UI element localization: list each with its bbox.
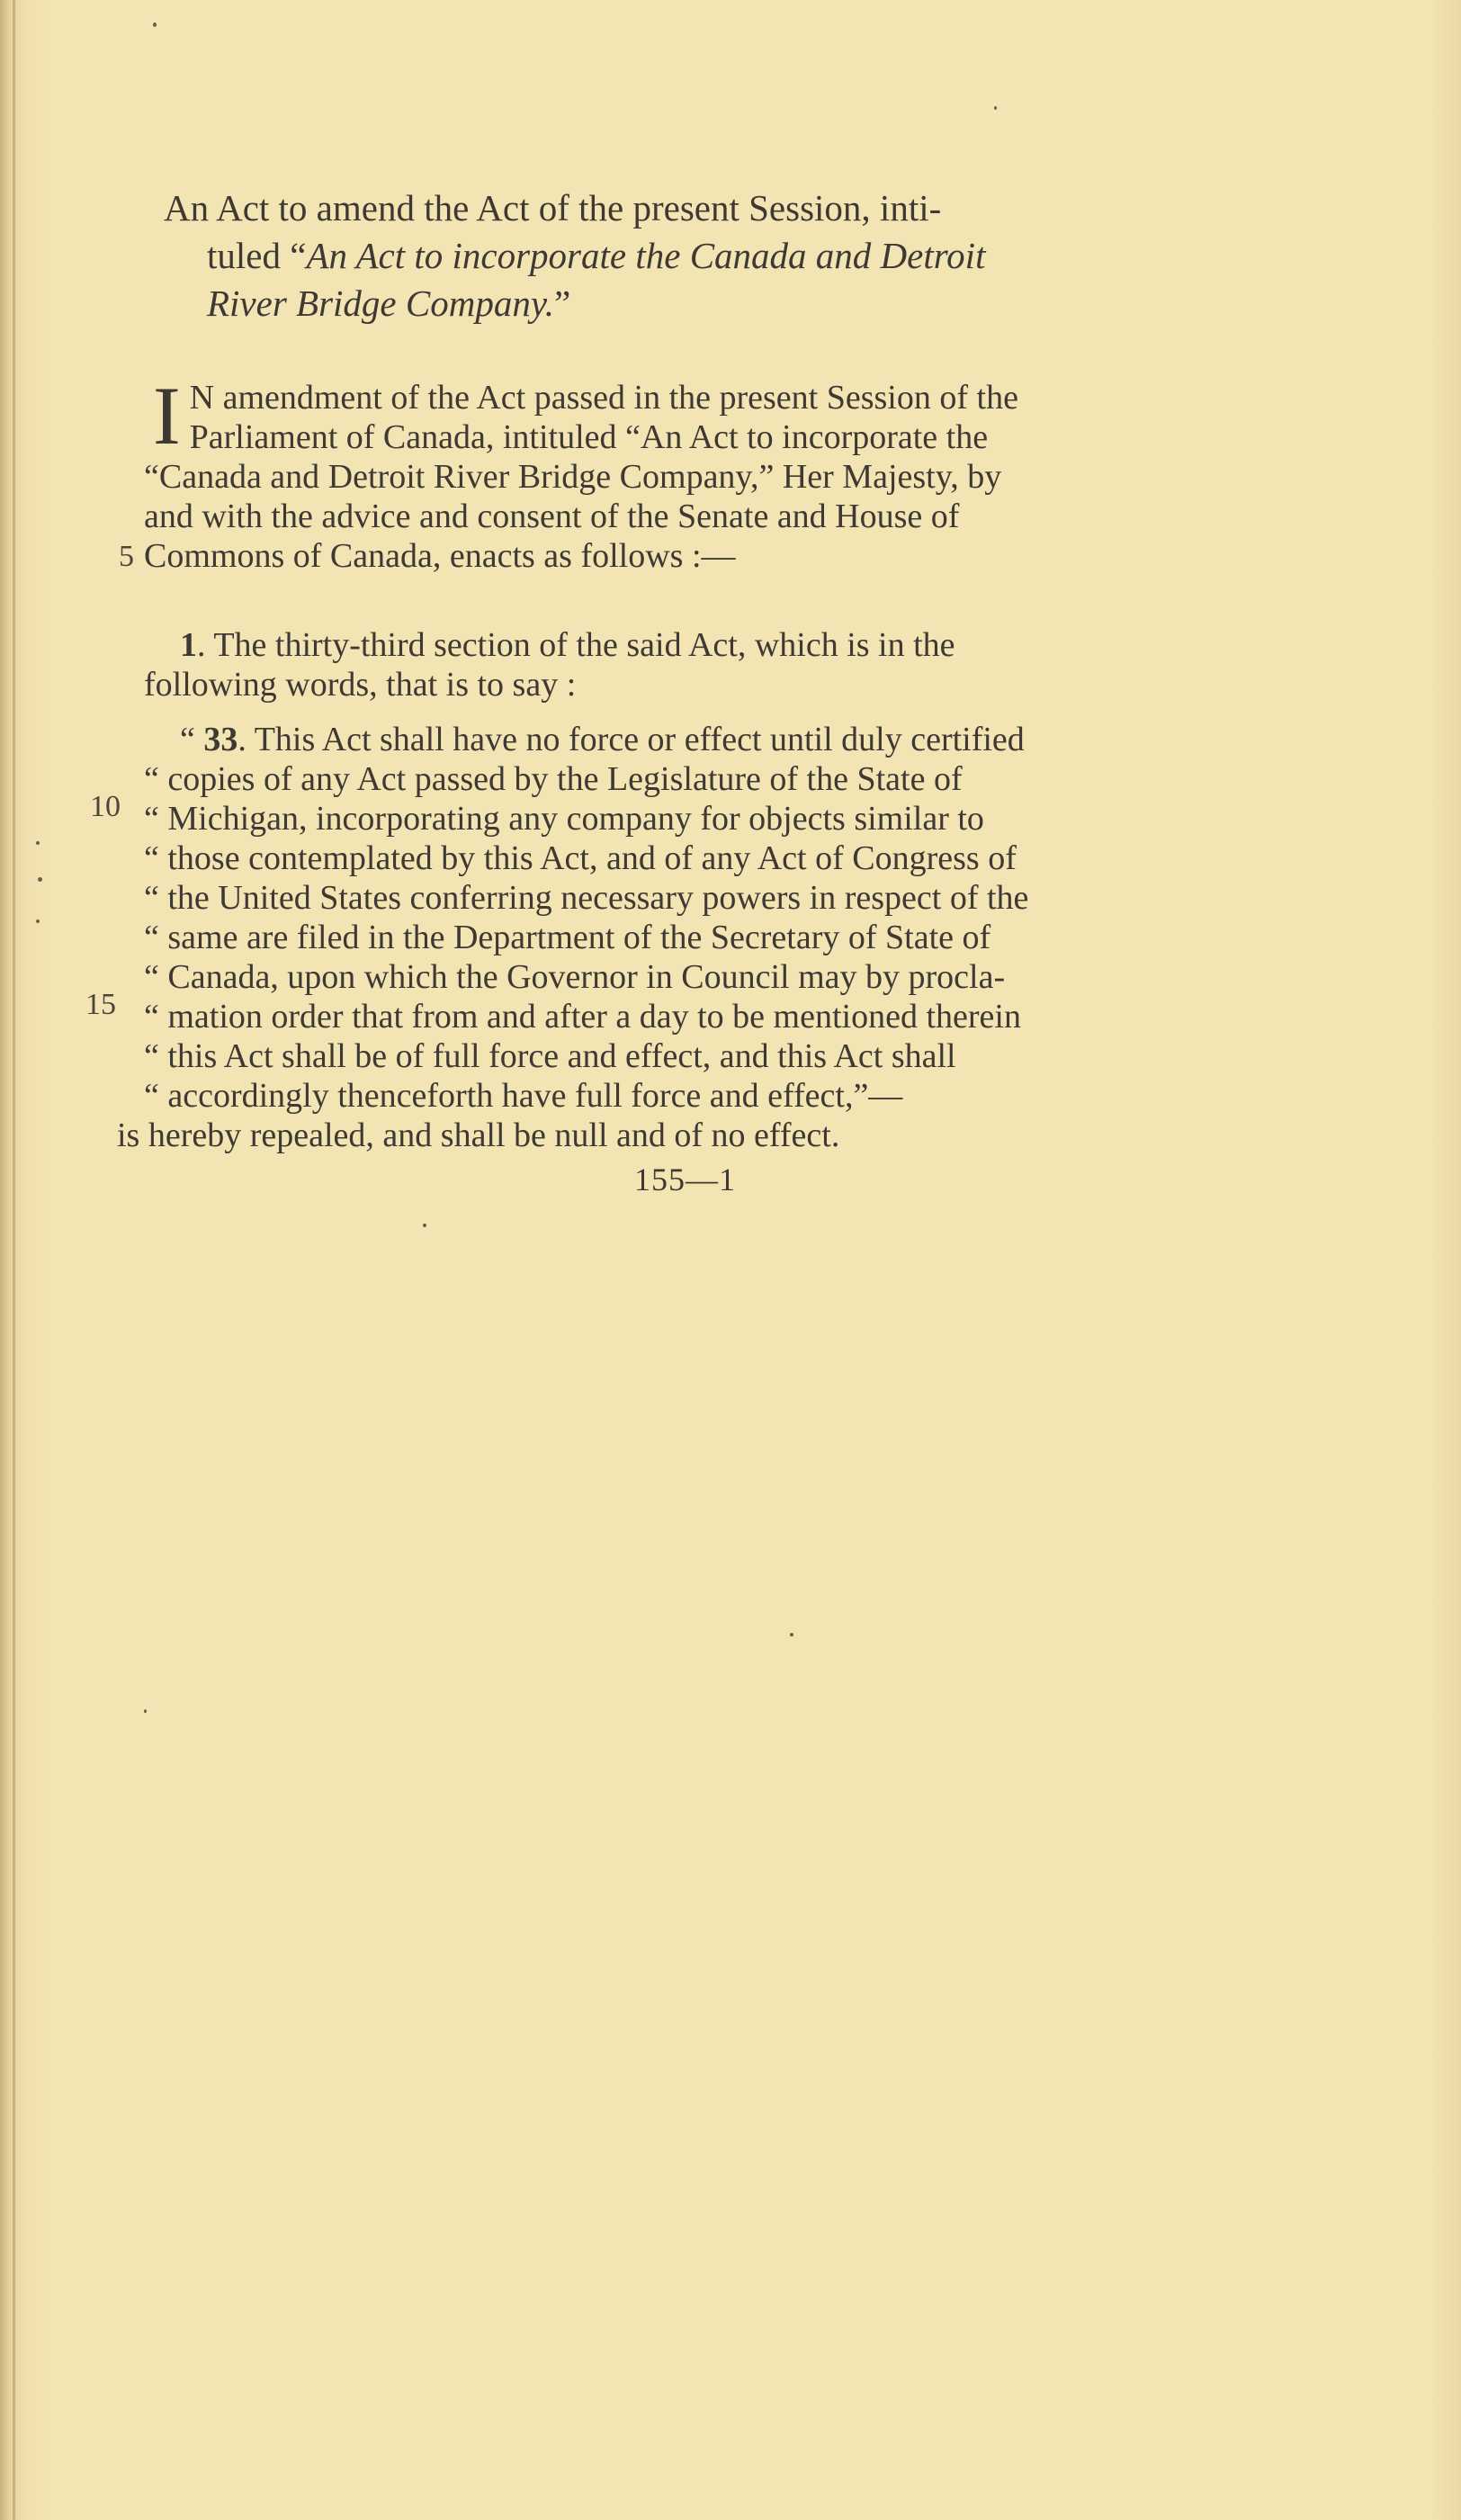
title-act-name-cont: River Bridge Company. [207,282,555,324]
quoted-line: “ 33. This Act shall have no force or effect until duly certified [180,721,1025,758]
paper-speck [36,841,40,845]
paper-speck [423,1224,426,1227]
binding-edge [13,0,15,2520]
act-title [144,184,1259,327]
section-1-line-2: following words, that is to say : [144,666,577,704]
preamble [144,370,1259,576]
section-1 [144,625,1259,704]
section-1-number: 1 [180,626,197,664]
section-1-line-1 [144,625,1259,665]
preamble-line: “Canada and Detroit River Bridge Company,” Her Majesty, by [144,458,1002,496]
quoted-line: “ Canada, upon which the Governor in Council may by procla- [144,958,1006,996]
closing-clause: is hereby repealed, and shall be null and of no effect. [117,1117,840,1154]
paper-speck [38,877,42,882]
paper-speck [994,106,997,110]
quoted-text: . This Act shall have no force or effect until duly certified [238,721,1025,758]
preamble-line: N amendment of the Act passed in the present Session of the [189,379,1018,417]
page-number: 155—1 [634,1161,736,1197]
quoted-section-number: 33 [203,721,238,758]
paper-speck [790,1633,793,1637]
quoted-section-33 [144,720,1259,1116]
quoted-line: “ this Act shall be of full force and effect, and this Act shall [144,1037,956,1075]
title-line-1: An Act to amend the Act of the present Session, inti- [164,187,942,229]
title-line-2 [144,232,1259,280]
paper-speck [36,919,40,923]
quoted-line: “ the United States conferring necessary powers in respect of the [144,879,1029,917]
quoted-line: “ accordingly thenceforth have full force and effect,”— [144,1077,903,1115]
quoted-line: “ same are filed in the Department of the Secretary of State of [144,919,991,956]
title-quote-close: ” [554,282,571,324]
paper-speck [153,22,157,27]
dropcap: I [153,370,181,462]
line-number-15: 15 [85,988,116,1021]
quoted-line: “ copies of any Act passed by the Legislature of the State of [144,760,963,798]
quoted-line: “ mation order that from and after a day to be mentioned therein [144,998,1021,1036]
preamble-line: Parliament of Canada, intituled “An Act to incorporate the [189,418,989,456]
quoted-line: “ Michigan, incorporating any company for objects similar to [144,800,984,838]
section-1-text: . The thirty-third section of the said Act, which is in the [197,626,955,664]
title-quote-open: tuled “ [207,235,307,276]
title-act-name: An Act to incorporate the Canada and Detroit [306,235,986,276]
quoted-line: “ those contemplated by this Act, and of any Act of Congress of [144,839,1017,877]
preamble-line: and with the advice and consent of the Senate and House of [144,498,960,535]
title-line-3 [144,280,1259,327]
preamble-line: Commons of Canada, enacts as follows :— [144,537,736,575]
line-number-5: 5 [119,540,134,573]
line-number-10: 10 [90,790,121,823]
paper-speck [144,1709,147,1713]
